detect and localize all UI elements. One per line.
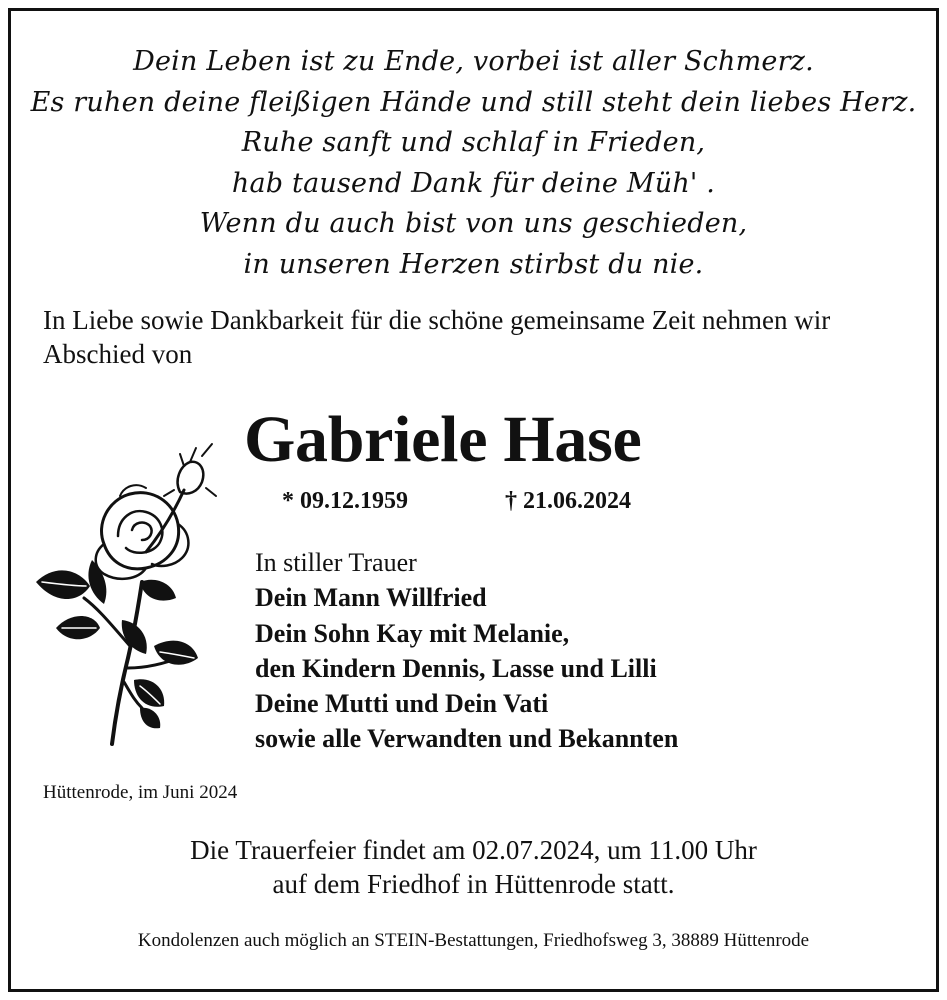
poem-line: in unseren Herzen stirbst du nie. (243, 248, 704, 280)
mourner-line: Dein Mann Willfried (255, 583, 487, 613)
rose-icon (34, 432, 218, 748)
mourner-line: Dein Sohn Kay mit Melanie, (255, 618, 570, 648)
poem-line: Es ruhen deine fleißigen Hände und still steht dein liebes Herz. (30, 86, 917, 118)
poem-line: Wenn du auch bist von uns geschieden, (199, 208, 748, 240)
funeral-line: Die Trauerfeier findet am 02.07.2024, um 11.00 Uhr (190, 835, 757, 865)
mourners-heading: In stiller Trauer (255, 548, 417, 577)
death-date: † 21.06.2024 (505, 488, 631, 514)
funeral-line: auf dem Friedhof in Hüttenrode statt. (272, 869, 675, 899)
poem (0, 42, 947, 286)
place-and-date: Hüttenrode, im Juni 2024 (43, 782, 238, 803)
poem-line: Dein Leben ist zu Ende, vorbei ist aller Schmerz. (133, 46, 814, 77)
poem-line: Ruhe sanft und schlaf in Frieden, (241, 127, 706, 159)
deceased-name: Gabriele Hase (244, 403, 642, 476)
birth-date: * 09.12.1959 (282, 488, 408, 514)
condolences-note: Kondolenzen auch möglich an STEIN-Bestattungen, Friedhofsweg 3, 38889 Hüttenrode (137, 930, 810, 951)
mourner-line: sowie alle Verwandten und Bekannten (255, 724, 679, 754)
poem-line: hab tausend Dank für deine Müh' . (231, 167, 716, 199)
mourner-line: Deine Mutti und Dein Vati (255, 689, 549, 719)
intro-text: In Liebe sowie Dankbarkeit für die schöne gemeinsame Zeit nehmen wir Abschied von (43, 305, 831, 369)
mourner-line: den Kindern Dennis, Lasse und Lilli (255, 653, 657, 683)
funeral-notice (0, 833, 947, 901)
mourners-block (255, 545, 678, 757)
